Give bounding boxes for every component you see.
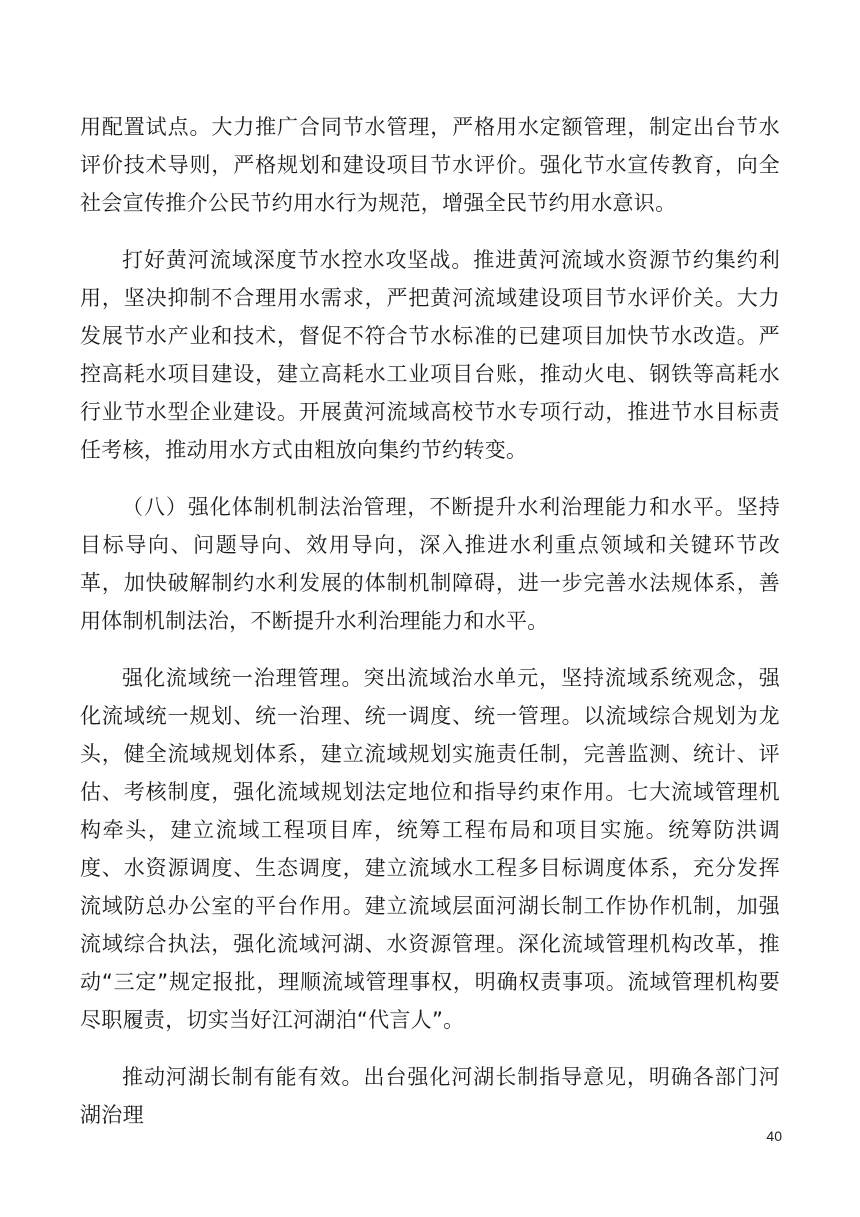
paragraph-continuation: 用配置试点。大力推广合同节水管理，严格用水定额管理，制定出台节水评价技术导则，严格规划和建设项目节水评价。强化节水宣传教育，向全社会宣传推介公民节约用水行为规范，增强全民节约用水意识。 xyxy=(80,115,780,215)
paragraph-basin-management: 强化流域统一治理管理。突出流域治水单元，坚持流域系统观念，强化流域统一规划、统一治理、统一调度、统一管理。以流域综合规划为龙头，健全流域规划体系，建立流域规划实施责任制，完善监测、统计、评估、考核制度，强化流域规划法定地位和指导约束作用。七大流域管理机构牵头，建立流域工程项目库，统筹工程布局和项目实施。统筹防洪调度、水资源调度、生态调度，建立流域水工程多目标调度体系，充分发挥流域防总办公室的平台作用。建立流域层面河湖长制工作协作机制，加强流域综合执法，强化流域河湖、水资源管理。深化流域管理机构改革，推动“三定”规定报批，理顺流域管理事权，明确权责事项。流域管理机构要尽职履责，切实当好江河湖泊“代言人”。 xyxy=(80,666,780,1032)
paragraph-river-lake-chief: 推动河湖长制有能有效。出台强化河湖长制指导意见，明确各部门河湖治理 xyxy=(80,1065,780,1127)
paragraph-yellow-river-water-saving: 打好黄河流域深度节水控水攻坚战。推进黄河流域水资源节约集约利用，坚决抑制不合理用水需求，严把黄河流域建设项目节水评价关。大力发展节水产业和技术，督促不符合节水标准的已建项目加快节水改造。严控高耗水项目建设，建立高耗水工业项目台账，推动火电、钢铁等高耗水行业节水型企业建设。开展黄河流域高校节水专项行动，推进节水目标责任考核，推动用水方式由粗放向集约节约转变。 xyxy=(80,248,780,462)
page-number: 40 xyxy=(766,1128,782,1144)
body-text xyxy=(80,108,780,1134)
paragraph-section-eight: （八）强化体制机制法治管理，不断提升水利治理能力和水平。坚持目标导向、问题导向、效用导向，深入推进水利重点领域和关键环节改革，加快破解制约水利发展的体制机制障碍，进一步完善水法规体系，善用体制机制法治，不断提升水利治理能力和水平。 xyxy=(80,495,780,633)
